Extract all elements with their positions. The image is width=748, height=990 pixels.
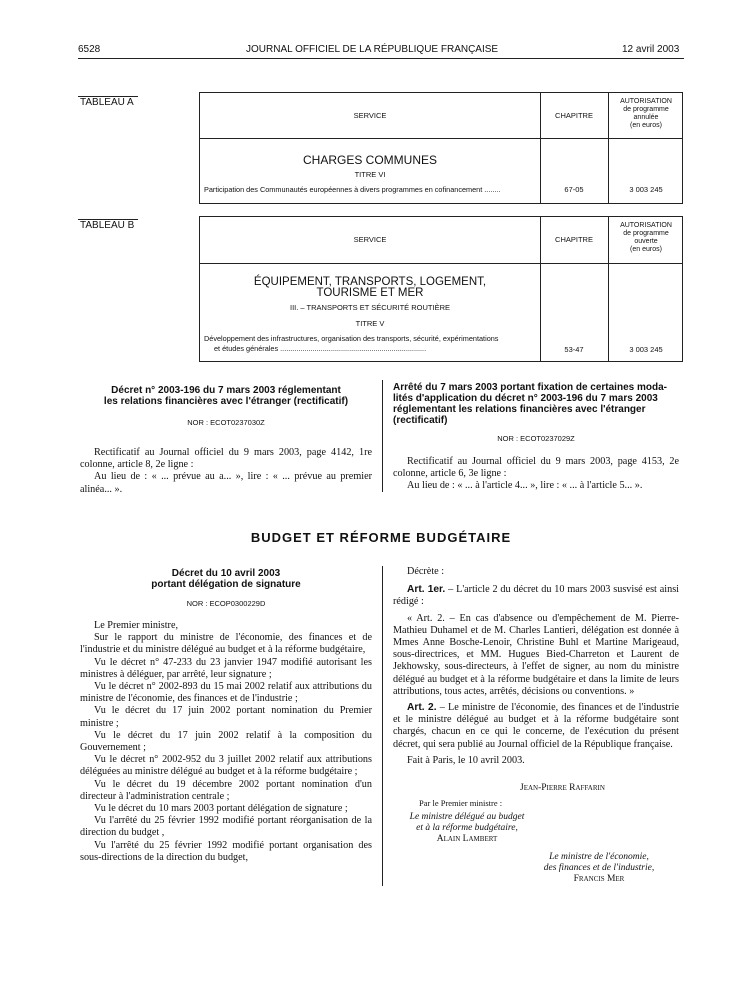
tableau-a [199, 92, 683, 204]
decret-delegation-title: Décret du 10 avril 2003 portant délégation de signature [151, 568, 301, 590]
header-date: 12 avril 2003 [622, 44, 680, 55]
tableau-a-label: TABLEAU A [80, 97, 134, 108]
header-rule [78, 58, 684, 59]
tableau-b-row-amount: 3 003 245 [629, 345, 663, 354]
tableau-b-section: ÉQUIPEMENT, TRANSPORTS, LOGEMENT, TOURISME ET MER [253, 276, 487, 299]
page-number: 6528 [78, 44, 101, 55]
tableau-a-titre: TITRE VI [354, 170, 386, 179]
decret-rectif-body: Rectificatif au Journal officiel du 9 mars 2003, page 4142, 1re colonne, article 8, 2e ligne : Au lieu de : « ... prévue au a... », lire : « ... prévue au premier alinéa... ». [80, 447, 372, 495]
tableau-b-col-service: SERVICE [353, 235, 387, 244]
tableau-b-row-chapitre: 53-47 [564, 345, 584, 354]
tableau-b [199, 216, 683, 362]
arrete-rectif-nor: NOR : ECOT0237029Z [497, 434, 575, 443]
arrete-rectif-body: Rectificatif au Journal officiel du 9 mars 2003, page 4153, 2e colonne, article 6, 3e ligne : Au lieu de : « ... à l'article 4... », lire : « ... à l'article 5... ». [393, 456, 679, 492]
journal-title: JOURNAL OFFICIEL DE LA RÉPUBLIQUE FRANÇAISE [246, 44, 499, 55]
tableau-a-col-chapitre: CHAPITRE [555, 111, 593, 120]
decret-rectif-title: Décret n° 2003-196 du 7 mars 2003 réglementant les relations financières avec l'étranger (rectificatif) [103, 385, 349, 407]
par-le-premier-ministre: Par le Premier ministre : [419, 798, 503, 808]
tableau-a-row-chapitre: 67-05 [564, 185, 584, 194]
decret-delegation-articles: Décrète : Art. 1er. – L'article 2 du décret du 10 mars 2003 susvisé est ainsi rédigé : « Art. 2. – En cas d'absence ou d'empêchement de M. Pierre-Mathieu Duhamel et de M. Charles Lantieri, délégation est donnée à Mmes Anne Bosche-Lenoir, Christine Buhl et Martine Marigeaud, sous-directrices, et MM. Hugues Bied-Charreton et Laurent de Jekhowsky, sous-directeurs, à l'effet de signer, au nom du ministre délégué au budget et à la réforme budgétaire et dans la limite de leurs attributions, tous actes, arrêtés, décisions ou conventions. » Art. 2. – Le ministre de l'économie, des finances et de l'industrie et le ministre délégué au budget et à la réforme budgétaire sont chargés, chacun en ce qui le concerne, de l'exécution du présent décret, qui sera publié au Journal officiel de la République française. Fait à Paris, le 10 avril 2003. [393, 566, 679, 766]
section-heading: BUDGET ET RÉFORME BUDGÉTAIRE [250, 530, 512, 545]
tableau-b-label: TABLEAU B [80, 220, 135, 231]
tableau-b-col-chapitre: CHAPITRE [555, 235, 593, 244]
tableau-b-subsection: III. – TRANSPORTS ET SÉCURITÉ ROUTIÈRE [289, 303, 451, 312]
signature-premier-ministre: Jean-Pierre Raffarin [520, 783, 605, 793]
tableau-a-section: CHARGES COMMUNES [302, 153, 437, 167]
decret-rectif-nor: NOR : ECOT0237030Z [187, 418, 265, 427]
decret-delegation-visas: Le Premier ministre, Sur le rapport du ministre de l'économie, des finances et de l'industrie et du ministre délégué au budget et à la réforme budgétaire, Vu le décret n° 47-233 du 23 janvier 1947 modifié autorisant les ministres à déléguer, par arrêté, leur signature ; Vu le décret n° 2002-893 du 15 mai 2002 relatif aux attributions du ministre de l'économie, des finances et de l'industrie ; Vu le décret du 17 juin 2002 portant nomination du Premier ministre ; Vu le décret du 17 juin 2002 relatif à la composition du Gouvernement ; Vu le décret n° 2002-952 du 3 juillet 2002 relatif aux attributions déléguées au ministre délégué au budget et à la réforme budgétaire ; Vu le décret du 19 décembre 2002 portant nomination d'un directeur à l'administration centrale ; Vu le décret du 10 mars 2003 portant délégation de signature ; Vu l'arrêté du 25 février 1992 modifié portant réorganisation de la direction du budget , Vu l'arrêté du 25 février 1992 modifié portant organisation des sous-directions de la direction du budget, [80, 620, 372, 863]
tableau-b-titre: TITRE V [355, 319, 385, 328]
tableau-a-row-amount: 3 003 245 [629, 185, 663, 194]
tableau-b-col-autorisation: AUTORISATION de programme ouverte (en euros) [620, 222, 672, 253]
column-divider-top [382, 380, 383, 492]
ministre-budget-signature: Le ministre délégué au budget et à la réforme budgétaire, Alain Lambert [409, 812, 525, 844]
tableau-b-row-label: Développement des infrastructures, organisation des transports, sécurité, expérimentations et études générales ........................................................................ [204, 334, 499, 353]
arrete-rectif-title: Arrêté du 7 mars 2003 portant fixation de certaines moda- lités d'application du décret n° 2003-196 du 7 mars 2003 réglementant les relations financières avec l'étranger (rectificatif) [393, 382, 667, 426]
tableau-a-col-service: SERVICE [353, 111, 387, 120]
tableau-a-col-autorisation: AUTORISATION de programme annulée (en euros) [620, 98, 672, 129]
decret-delegation-nor: NOR : ECOP0300229D [186, 599, 266, 608]
tableau-a-row-label: Participation des Communautés européennes à divers programmes en cofinancement ........ [204, 185, 501, 194]
column-divider-bottom [382, 566, 383, 886]
ministre-economie-signature: Le ministre de l'économie, des finances et de l'industrie, Francis Mer [543, 852, 655, 884]
